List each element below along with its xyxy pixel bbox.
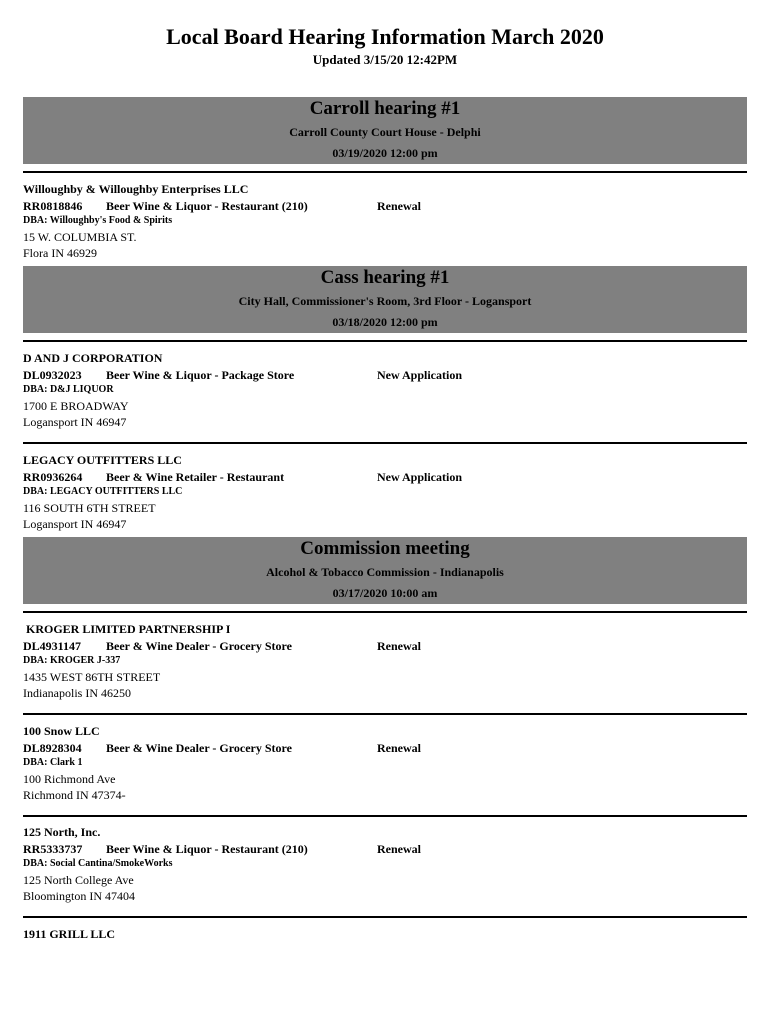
license-number: DL4931147 — [23, 639, 82, 653]
divider — [23, 916, 747, 918]
address-line-2: Indianapolis IN 46250 — [23, 686, 131, 700]
address-line-2: Logansport IN 46947 — [23, 517, 127, 531]
hearing-name: Commission meeting — [300, 538, 470, 559]
license-number: RR0936264 — [23, 470, 83, 484]
address-line-1: 125 North College Ave — [23, 873, 134, 887]
license-entry — [23, 452, 747, 532]
licensee-name: Willoughby & Willoughby Enterprises LLC — [23, 182, 249, 196]
licensee-name: KROGER LIMITED PARTNERSHIP I — [23, 622, 231, 636]
hearing-name: Carroll hearing #1 — [309, 98, 461, 119]
divider — [23, 340, 747, 342]
dba-name: DBA: LEGACY OUTFITTERS LLC — [23, 486, 183, 497]
dba-name: DBA: KROGER J-337 — [23, 655, 121, 666]
address-line-1: 100 Richmond Ave — [23, 772, 116, 786]
dba-name: DBA: D&J LIQUOR — [23, 384, 114, 395]
address-line-1: 1700 E BROADWAY — [23, 399, 129, 413]
address-line-2: Richmond IN 47374- — [23, 788, 126, 802]
divider — [23, 171, 747, 173]
hearing-header-carroll — [23, 97, 747, 164]
hearing-datetime: 03/19/2020 12:00 pm — [332, 146, 438, 160]
hearing-datetime: 03/17/2020 10:00 am — [332, 586, 438, 600]
address-line-2: Bloomington IN 47404 — [23, 889, 136, 903]
page-title: Local Board Hearing Information March 2020 — [166, 24, 604, 49]
address-line-1: 15 W. COLUMBIA ST. — [23, 230, 137, 244]
licensee-name: D AND J CORPORATION — [23, 351, 163, 365]
dba-name: DBA: Clark 1 — [23, 757, 83, 768]
license-number: DL0932023 — [23, 368, 82, 382]
address-line-1: 116 SOUTH 6TH STREET — [23, 501, 156, 515]
license-entry — [23, 621, 747, 701]
dba-name: DBA: Social Cantina/SmokeWorks — [23, 858, 173, 869]
address-line-2: Flora IN 46929 — [23, 246, 97, 260]
license-number: DL8928304 — [23, 741, 82, 755]
license-type: Beer Wine & Liquor - Restaurant (210) — [106, 842, 308, 856]
address-line-2: Logansport IN 46947 — [23, 415, 127, 429]
application-status: Renewal — [377, 842, 421, 856]
licensee-name: 100 Snow LLC — [23, 724, 100, 738]
hearing-header-commission — [23, 537, 747, 604]
application-status: Renewal — [377, 199, 421, 213]
application-status: New Application — [377, 368, 463, 382]
divider — [23, 442, 747, 444]
license-type: Beer & Wine Retailer - Restaurant — [106, 470, 285, 484]
license-entry — [23, 350, 747, 430]
license-type: Beer & Wine Dealer - Grocery Store — [106, 639, 292, 653]
divider — [23, 713, 747, 715]
dba-name: DBA: Willoughby's Food & Spirits — [23, 215, 173, 226]
license-type: Beer Wine & Liquor - Restaurant (210) — [106, 199, 308, 213]
licensee-name: 1911 GRILL LLC — [23, 927, 116, 941]
application-status: Renewal — [377, 639, 421, 653]
license-number: RR5333737 — [23, 842, 83, 856]
license-entry — [23, 723, 747, 803]
hearing-location: Carroll County Court House - Delphi — [289, 125, 481, 139]
license-type: Beer Wine & Liquor - Package Store — [106, 368, 295, 382]
updated-timestamp: Updated 3/15/20 12:42PM — [312, 52, 458, 67]
divider — [23, 611, 747, 613]
hearing-header-cass — [23, 266, 747, 333]
hearing-name: Cass hearing #1 — [320, 267, 450, 288]
license-entry — [23, 181, 747, 261]
application-status: New Application — [377, 470, 463, 484]
license-number: RR0818846 — [23, 199, 83, 213]
licensee-name: LEGACY OUTFITTERS LLC — [23, 453, 182, 467]
divider — [23, 815, 747, 817]
hearing-datetime: 03/18/2020 12:00 pm — [332, 315, 438, 329]
license-type: Beer & Wine Dealer - Grocery Store — [106, 741, 292, 755]
license-entry — [23, 824, 747, 904]
hearing-location: Alcohol & Tobacco Commission - Indianapolis — [266, 565, 504, 579]
license-entry — [23, 926, 747, 943]
licensee-name: 125 North, Inc. — [23, 825, 101, 839]
application-status: Renewal — [377, 741, 421, 755]
hearing-location: City Hall, Commissioner's Room, 3rd Floor - Logansport — [238, 294, 532, 308]
address-line-1: 1435 WEST 86TH STREET — [23, 670, 161, 684]
